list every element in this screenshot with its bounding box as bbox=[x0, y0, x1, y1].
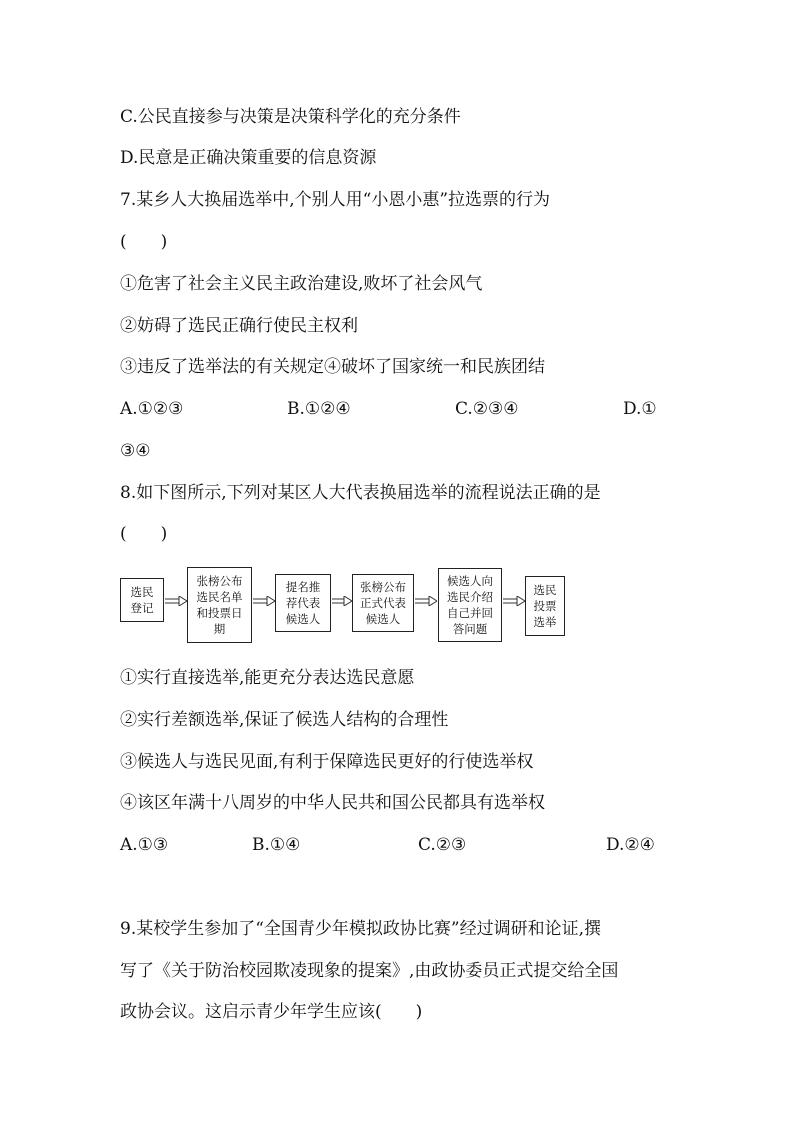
q8-option-c: C.②③ bbox=[418, 835, 467, 855]
q7-statement-2: ②妨碍了选民正确行使民主权利 bbox=[120, 316, 358, 336]
flow-step-2: 张榜公布 选民名单 和投票日 期 bbox=[187, 567, 252, 643]
flow-arrow-1 bbox=[165, 596, 187, 604]
flow-arrow-2 bbox=[253, 596, 275, 604]
q6-option-d: D.民意是正确决策重要的信息资源 bbox=[120, 148, 377, 168]
q7-statement-1: ①危害了社会主义民主政治建设,败坏了社会风气 bbox=[120, 274, 483, 294]
q8-statement-2: ②实行差额选举,保证了候选人结构的合理性 bbox=[120, 710, 449, 730]
q8-statement-3: ③候选人与选民见面,有利于保障选民更好的行使选举权 bbox=[120, 752, 534, 772]
flow-step-3: 提名推 荐代表 候选人 bbox=[275, 574, 331, 632]
flow-step-5: 候选人向 选民介绍 自己并回 答问题 bbox=[438, 568, 502, 642]
q9-stem-line-2: 写了《关于防治校园欺凌现象的提案》,由政协委员正式提交给全国 bbox=[120, 961, 619, 981]
q7-option-c: C.②③④ bbox=[455, 399, 519, 419]
q7-option-d: D.① bbox=[623, 399, 657, 419]
q7-option-a: A.①②③ bbox=[120, 399, 184, 419]
q6-option-c: C.公民直接参与决策是决策科学化的充分条件 bbox=[120, 107, 461, 127]
flow-step-4: 张榜公布 正式代表 候选人 bbox=[352, 574, 414, 632]
q7-statement-3-4: ③违反了选举法的有关规定④破坏了国家统一和民族团结 bbox=[120, 357, 545, 377]
flow-step-6: 选民 投票 选举 bbox=[525, 576, 565, 636]
q7-stem: 7.某乡人大换届选举中,个别人用“小恩小惠”拉选票的行为 bbox=[120, 190, 551, 210]
q9-stem-line-1: 9.某校学生参加了“全国青少年模拟政协比赛”经过调研和论证,撰 bbox=[120, 919, 602, 939]
flow-arrow-5 bbox=[503, 596, 525, 604]
q8-statement-1: ①实行直接选举,能更充分表达选民意愿 bbox=[120, 668, 415, 688]
flow-step-1: 选民 登记 bbox=[120, 578, 164, 622]
flow-arrow-4 bbox=[415, 596, 437, 604]
q9-stem-line-3: 政协会议。这启示青少年学生应该( ) bbox=[120, 1002, 423, 1022]
q7-answer-paren: ( ) bbox=[120, 232, 168, 252]
q8-option-b: B.①④ bbox=[252, 835, 301, 855]
q8-option-a: A.①③ bbox=[120, 835, 169, 855]
q8-stem: 8.如下图所示,下列对某区人大代表换届选举的流程说法正确的是 bbox=[120, 483, 601, 503]
q7-option-b: B.①②④ bbox=[287, 399, 351, 419]
q8-answer-paren: ( ) bbox=[120, 524, 168, 544]
election-flow-diagram bbox=[120, 566, 580, 646]
flow-arrow-3 bbox=[332, 596, 352, 604]
q8-statement-4: ④该区年满十八周岁的中华人民共和国公民都具有选举权 bbox=[120, 793, 545, 813]
q8-option-d: D.②④ bbox=[606, 835, 655, 855]
q7-option-d-continued: ③④ bbox=[120, 441, 151, 461]
